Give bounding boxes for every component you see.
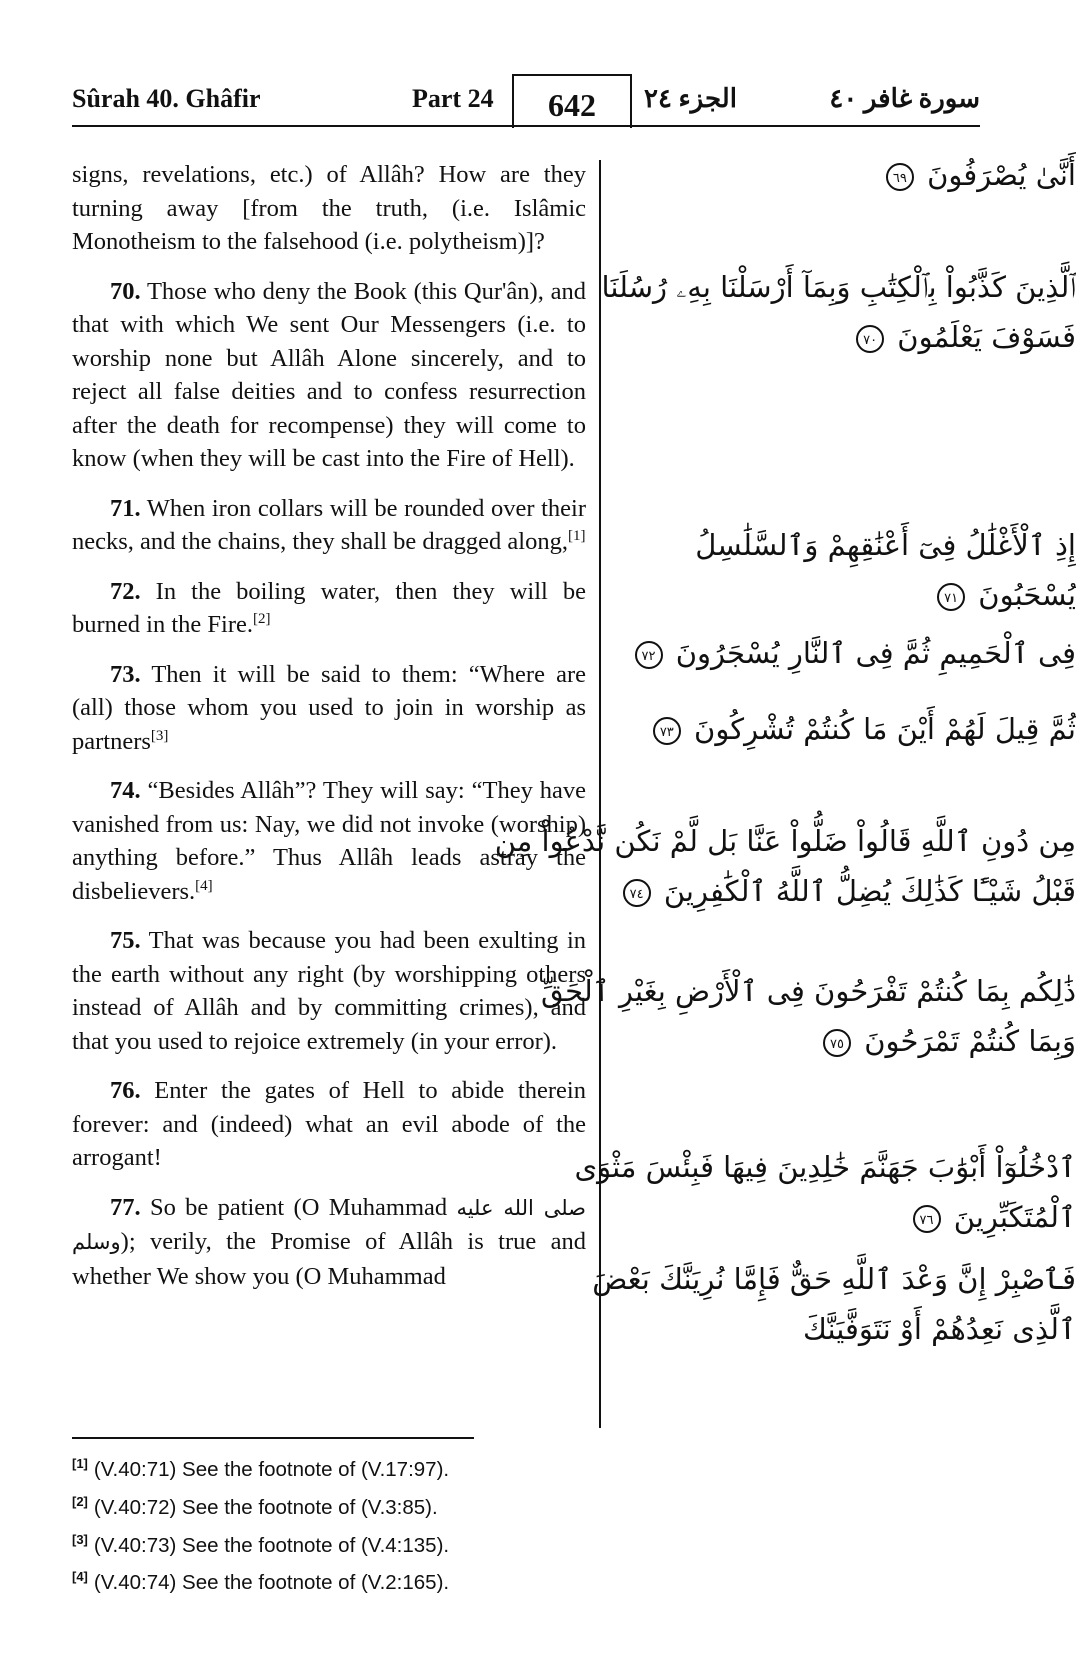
surah-title-ar: سورة غافر ٤٠ — [829, 84, 980, 113]
arabic-line: فَسَوْفَ يَعْلَمُونَ ٧٠ — [708, 312, 1076, 362]
footnote-text: (V.40:72) See the footnote of (V.3:85). — [93, 1495, 438, 1519]
verse-text: Enter the gates of Hell to abide therein forever: and (indeed) what an evil abode of the arrogant! — [72, 1077, 586, 1171]
arabic-line: ٱلَّذِينَ كَذَّبُواْ بِٱلْكِتَٰبِ وَبِمَآ أَرْسَلْنَا بِهِۦ رُسُلَنَا — [601, 270, 1076, 304]
footnote-text: (V.40:73) See the footnote of (V.4:135). — [93, 1533, 450, 1557]
arabic-verse-75 — [541, 966, 1076, 1066]
ayah-marker: ٧٥ — [823, 1029, 851, 1057]
arabic-line: وَبِمَا كُنتُمْ تَمْرَحُونَ ٧٥ — [708, 1016, 1076, 1066]
arabic-verse-77 — [592, 1254, 1076, 1354]
verse-number: 73. — [110, 660, 141, 688]
arabic-line: مِن دُونِ ٱللَّهِ قَالُواْ ضَلُّواْ عَنَّا بَل لَّمْ نَكُن نَّدْعُواْ مِن — [494, 824, 1076, 858]
verse-number: 70. — [110, 277, 141, 305]
footnote-mark: [4] — [72, 1569, 88, 1585]
page-header — [72, 74, 980, 130]
ayah-marker: ٦٩ — [886, 163, 914, 191]
arabic-line: فَٱصْبِرْ إِنَّ وَعْدَ ٱللَّهِ حَقٌّ فَإِمَّا نُرِيَنَّكَ بَعْضَ — [592, 1262, 1076, 1296]
arabic-verse-73 — [659, 704, 1076, 754]
ayah-marker: ٧٢ — [635, 641, 663, 669]
verse-71 — [72, 492, 586, 559]
verse-text: “Besides Allâh”? They will say: “They have vanished from us: Nay, we did not invoke (worship) anything before.” Thus Allâh leads astray the disbelievers. — [72, 777, 586, 905]
arabic-line: يُسْحَبُونَ ٧١ — [708, 570, 1076, 620]
verse-number: 76. — [110, 1077, 141, 1104]
arabic-verse-70 — [601, 262, 1076, 362]
verse-text: When iron collars will be rounded over their necks, and the chains, they shall be dragged along, — [72, 494, 586, 555]
arabic-verse-74 — [494, 816, 1076, 916]
verse-69-continuation: signs, revelations, etc.) of Allâh? How are they turning away [from the truth, (i.e. Islâmic Monotheism to the falsehood (i.e. polytheism)]? — [72, 161, 586, 255]
arabic-line: فِى ٱلْحَمِيمِ ثُمَّ فِى ٱلنَّارِ يُسْجَرُونَ ٧٢ — [708, 628, 1076, 678]
column-divider — [599, 160, 601, 1428]
verse-number: 75. — [110, 927, 141, 954]
footnote — [72, 1448, 672, 1486]
verse-number: 71. — [110, 494, 141, 522]
arabic-line: ٱدْخُلُوٓاْ أَبْوَٰبَ جَهَنَّمَ خَٰلِدِينَ فِيهَا فَبِئْسَ مَثْوَى — [574, 1150, 1076, 1184]
verse-text: Then it will be said to them: “Where are (all) those whom you used to join in worship as partners — [72, 660, 586, 755]
footnote-mark: [1] — [72, 1456, 88, 1471]
verse-text: That was because you had been exulting in the earth without any right (by worshipping others instead of Allâh and by committing crimes), and that you used to rejoice extremely (in your error). — [72, 927, 586, 1055]
arabic-line: ٱلَّذِى نَعِدُهُمْ أَوْ نَتَوَفَّيَنَّكَ — [803, 1312, 1076, 1346]
footnotes — [72, 1448, 672, 1599]
arabic-verse-69 — [708, 150, 1076, 200]
footnote-text: (V.40:74) See the footnote of (V.2:165). — [93, 1571, 450, 1595]
footnote-ref: [3] — [150, 727, 169, 744]
part-label-en: Part 24 — [412, 84, 494, 113]
header-rule — [72, 125, 980, 127]
arabic-verse-71 — [695, 520, 1076, 620]
ayah-marker: ٧٦ — [913, 1205, 941, 1233]
ayah-marker: ٧١ — [937, 583, 965, 611]
surah-title-en: Sûrah 40. Ghâfir — [72, 84, 261, 113]
arabic-verse-72 — [641, 628, 1076, 678]
verse-text: Those who deny the Book (this Qur'ân), and that with which We sent Our Messengers (i.e. to worship none but Allâh Alone sincerely, and to reject all false deities and to confess resurrection after the death for recompense) they will come to know (when they will be cast into the Fire of Hell). — [72, 277, 586, 472]
arabic-line: إِذِ ٱلْأَغْلَٰلُ فِىٓ أَعْنَٰقِهِمْ وَٱلسَّلَٰسِلُ — [695, 528, 1076, 562]
arabic-line: قَبْلُ شَيْـًٔا كَذَٰلِكَ يُضِلُّ ٱللَّهُ ٱلْكَٰفِرِينَ ٧٤ — [708, 866, 1076, 916]
footnote — [72, 1561, 672, 1599]
footnote-text: (V.40:71) See the footnote of (V.17:97). — [93, 1457, 450, 1481]
verse-text: ); verily, the Promise of Allâh is true and whether We show you (O Muhammad — [72, 1228, 586, 1290]
page-number: 642 — [512, 74, 632, 128]
verse-number: 77. — [110, 1193, 141, 1221]
footnote-ref: [2] — [253, 610, 271, 627]
arabic-verse-76 — [574, 1142, 1076, 1242]
ayah-marker: ٧٠ — [856, 325, 884, 353]
footnote-mark: [3] — [72, 1531, 88, 1547]
verse-number: 74. — [110, 777, 141, 804]
salawat-inline: صلى الله عليه وسلم — [72, 1195, 586, 1254]
arabic-line: أَنَّىٰ يُصْرَفُونَ ٦٩ — [708, 150, 1076, 200]
verse-76 — [72, 1074, 586, 1175]
verse-75 — [72, 924, 586, 1058]
translation-column — [72, 158, 586, 1309]
ayah-marker: ٧٣ — [653, 717, 681, 745]
verse-72 — [72, 575, 586, 642]
verse-73 — [72, 658, 586, 759]
arabic-line: ذَٰلِكُم بِمَا كُنتُمْ تَفْرَحُونَ فِى ٱلْأَرْضِ بِغَيْرِ ٱلْحَقِّ — [541, 974, 1076, 1008]
part-label-ar: الجزء ٢٤ — [644, 84, 737, 113]
footnote-ref: [4] — [195, 877, 213, 894]
footnote — [72, 1486, 672, 1524]
ayah-marker: ٧٤ — [623, 879, 651, 907]
footnote-mark: [2] — [72, 1493, 88, 1509]
verse-text: In the boiling water, then they will be burned in the Fire. — [72, 577, 586, 638]
arabic-line: ثُمَّ قِيلَ لَهُمْ أَيْنَ مَا كُنتُمْ تُشْرِكُونَ ٧٣ — [708, 704, 1076, 754]
footnote-rule — [72, 1437, 474, 1439]
verse-number: 72. — [110, 577, 141, 605]
footnote — [72, 1524, 672, 1562]
verse-text: So be patient (O Muhammad — [140, 1193, 457, 1221]
footnote-ref: [1] — [567, 527, 586, 544]
arabic-line: ٱلْمُتَكَبِّرِينَ ٧٦ — [708, 1192, 1076, 1242]
verse-77 — [72, 1191, 586, 1294]
verse-70 — [72, 275, 586, 476]
